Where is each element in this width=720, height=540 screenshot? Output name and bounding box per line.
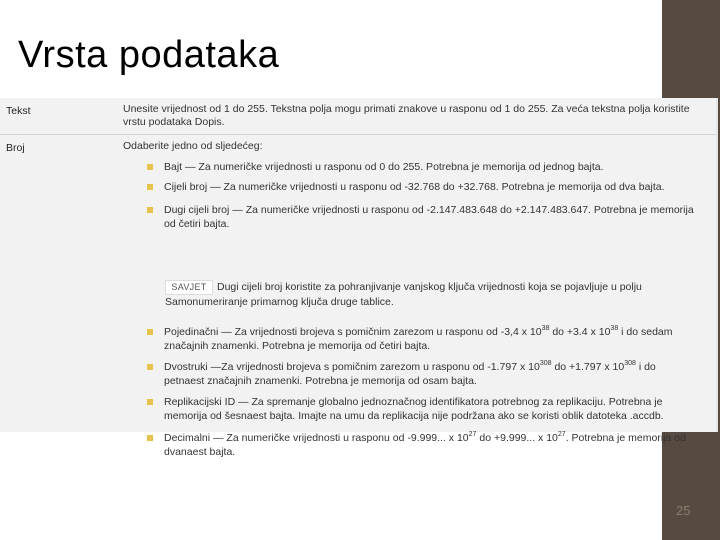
- exponent: 38: [541, 325, 550, 332]
- bullet-square-icon: [147, 207, 153, 213]
- row-description: Unesite vrijednost od 1 do 255. Tekstna polja mogu primati znakove u rasponu od 1 do 255. Za veća tekstna polja koristite vrstu podataka Dopis.: [123, 103, 690, 128]
- row-label: Tekst: [6, 105, 31, 117]
- row-broj: [0, 135, 716, 458]
- row-intro: Odaberite jedno od sljedećeg:: [123, 140, 263, 152]
- exponent: 308: [624, 360, 636, 367]
- list-item-text: Dvostruki —Za vrijednosti brojeva s pomičnim zarezom u rasponu od -1.797 x $10^{308}$ do +1.797 x $10^{308}$ i do petnaest značajnih znamenki. Potrebna je memorija od osam bajta.: [164, 360, 656, 387]
- row-tekst: [0, 98, 716, 135]
- page-number: 25: [676, 503, 691, 518]
- exponent: 27: [557, 431, 566, 438]
- row-label: Broj: [6, 142, 25, 154]
- exponent: 38: [610, 325, 619, 332]
- bullet-square-icon: [147, 329, 153, 335]
- tip-text-continuation: Samonumeriranje primarnog ključa druge tablice.: [165, 296, 394, 308]
- list-item-text: Pojedinačni — Za vrijednosti brojeva s pomičnim zarezom u rasponu od -3,4 x $10^{38}$ do +3.4 x $10^{38}$ i do sedam značajnih znamenki. Potrebna je memorija od četiri bajta.: [164, 325, 673, 352]
- slide-title: Vrsta podataka: [18, 34, 280, 76]
- bullet-square-icon: [147, 364, 153, 370]
- data-type-table: [0, 98, 718, 458]
- list-item-text: Replikacijski ID — Za spremanje globalno jednoznačnog identifikatora potrebnog za replikaciju. Potrebna je memorija od šesnaest bajta. Imajte na umu da replikacija nije podržana ako se koristi oblik datoteka .accdb.: [164, 396, 664, 422]
- exponent: 27: [468, 431, 477, 438]
- list-item-text: Cijeli broj — Za numeričke vrijednosti u rasponu od -32.768 do +32.768. Potrebna je memorija od dva bajta.: [164, 181, 665, 193]
- exponent: 308: [539, 360, 552, 367]
- list-item-text: Bajt — Za numeričke vrijednosti u rasponu od 0 do 255. Potrebna je memorija od jednog bajta.: [164, 161, 604, 173]
- bullet-square-icon: [147, 184, 153, 190]
- bullet-square-icon: [147, 164, 153, 170]
- list-item-text: Dugi cijeli broj — Za numeričke vrijednosti u rasponu od -2.147.483.648 do +2.147.483.647. Potrebna je memorija od četiri bajta.: [164, 204, 694, 230]
- tip-text: Dugi cijeli broj koristite za pohranjivanje vanjskog ključa vrijednosti koja se pojavljuje u polju: [217, 281, 642, 293]
- tip-badge: SAVJET: [165, 280, 213, 295]
- list-item-text: Decimalni — Za numeričke vrijednosti u rasponu od -9.999... x $10^{27}$ do +9.999... x $10^{27}$. Potrebna je memorija od dvanaest bajta.: [164, 431, 686, 458]
- bullet-square-icon: [147, 435, 153, 441]
- bullet-square-icon: [147, 399, 153, 405]
